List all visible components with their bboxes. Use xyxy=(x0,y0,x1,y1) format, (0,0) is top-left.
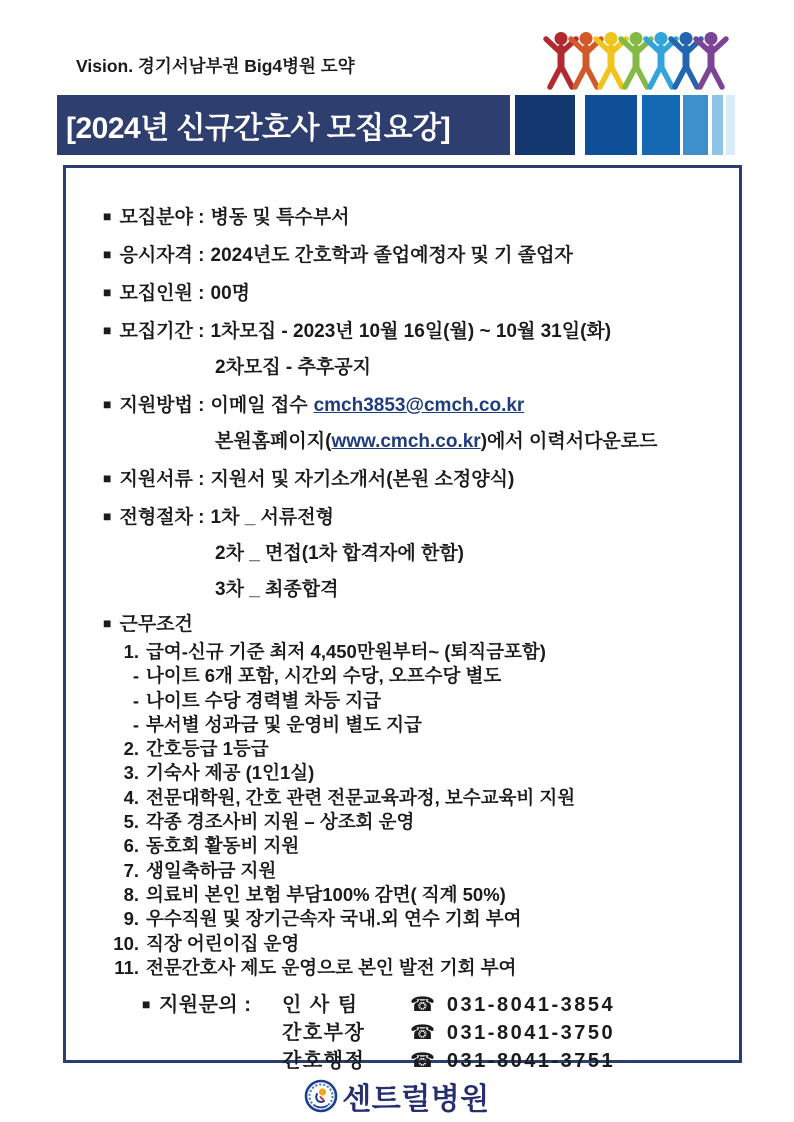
notice-text: 2차 _ 면접(1차 합격자에 한함) xyxy=(215,543,465,564)
email-link[interactable]: cmch3853@cmch.co.kr xyxy=(313,395,525,416)
phone-icon: ☎ xyxy=(410,994,435,1017)
notice-text: 병동 및 특수부서 xyxy=(210,207,350,228)
notice-label: 지원방법 : xyxy=(119,395,205,416)
square-bullet-icon: ■ xyxy=(103,284,112,300)
notice-line xyxy=(103,498,739,536)
square-bullet-icon: ■ xyxy=(103,246,112,262)
item-number: 2. xyxy=(123,738,139,760)
notice-line xyxy=(103,572,739,608)
notice-line xyxy=(103,236,739,274)
work-condition-item xyxy=(103,761,739,785)
notice-line xyxy=(103,350,739,386)
item-text: 간호등급 1등급 xyxy=(146,738,269,760)
notice-text: 이메일 접수 xyxy=(210,395,308,416)
item-number: 6. xyxy=(123,835,139,857)
vision-slogan: Vision. 경기서남부권 Big4병원 도약 xyxy=(76,56,355,76)
gradient-square xyxy=(515,95,575,155)
item-text: 우수직원 및 장기근속자 국내.외 연수 기회 부여 xyxy=(146,908,522,930)
notice-line xyxy=(103,424,739,460)
notice-box xyxy=(63,165,742,1073)
square-bullet-icon: ■ xyxy=(142,996,151,1013)
item-text: 나이트 수당 경력별 차등 지급 xyxy=(146,689,382,711)
notice-line xyxy=(103,536,739,572)
contact-phone xyxy=(410,1019,615,1047)
square-bullet-icon: ■ xyxy=(103,322,112,338)
contact-lead xyxy=(142,990,282,1019)
contact-row xyxy=(142,1047,739,1075)
notice-text: 1차모집 - 2023년 10월 16일(월) ~ 10월 31일(화) xyxy=(210,321,612,342)
notice-line xyxy=(103,386,739,424)
phone-number: 031-8041-3751 xyxy=(446,1050,616,1073)
item-text: 급여-신규 기준 최저 4,450만원부터~ (퇴직금포함) xyxy=(146,641,546,662)
item-number: 9. xyxy=(123,908,139,930)
work-condition-item xyxy=(103,713,739,737)
people-chain-icon xyxy=(541,30,731,90)
notice-line xyxy=(103,460,739,498)
item-text: 의료비 본인 보험 부담100% 감면( 직계 50%) xyxy=(146,883,506,905)
notice-text: 본원홈페이지( xyxy=(215,431,332,452)
item-number: - xyxy=(132,665,139,687)
notice-text: 2차모집 - 추후공지 xyxy=(215,357,371,378)
work-conditions-heading xyxy=(103,608,739,640)
item-text: 각종 경조사비 지원 – 상조회 운영 xyxy=(146,811,415,833)
item-number: 11. xyxy=(114,956,139,978)
phone-icon: ☎ xyxy=(410,1050,435,1073)
work-condition-item xyxy=(103,737,739,761)
recruitment-title-bar xyxy=(57,95,510,155)
work-condition-item xyxy=(103,956,739,980)
item-number: 1. xyxy=(123,641,139,662)
notice-label: 모집분야 : xyxy=(119,207,205,228)
contact-phone xyxy=(410,991,615,1019)
item-number: - xyxy=(132,689,139,711)
notice-line xyxy=(103,312,739,350)
notice-label: 모집기간 : xyxy=(119,321,205,342)
gradient-squares-decoration xyxy=(515,95,735,155)
notice-label: 응시자격 : xyxy=(119,245,205,266)
contact-name: 간호행정 xyxy=(282,1050,366,1073)
notice-text: )에서 이력서다운로드 xyxy=(480,431,658,452)
item-number: 5. xyxy=(123,811,139,833)
page-title: [2024년 신규간호사 모집요강] xyxy=(66,112,451,145)
gradient-square xyxy=(642,95,680,155)
work-condition-item xyxy=(103,883,739,907)
contact-row xyxy=(142,1019,739,1047)
notice-text: 1차 _ 서류전형 xyxy=(210,507,334,528)
work-condition-item xyxy=(103,810,739,834)
contact-row xyxy=(142,990,739,1019)
work-condition-item xyxy=(103,664,739,688)
item-number: 3. xyxy=(123,762,139,784)
notice-text: 3차 _ 최종합격 xyxy=(215,579,339,600)
item-text: 생일축하금 지원 xyxy=(146,859,277,881)
work-condition-item xyxy=(103,689,739,713)
item-text: 전문대학원, 간호 관련 전문교육과정, 보수교육비 지원 xyxy=(146,786,576,808)
notice-label: 지원서류 : xyxy=(119,469,205,490)
contact-name: 인 사 팀 xyxy=(282,994,359,1017)
hospital-name: 센트럴병원 xyxy=(342,1083,490,1116)
gradient-square xyxy=(683,95,708,155)
notice-text: 2024년도 간호학과 졸업예정자 및 기 졸업자 xyxy=(210,245,573,266)
work-condition-item xyxy=(103,834,739,858)
item-text: 기숙사 제공 (1인1실) xyxy=(146,762,315,784)
work-condition-item xyxy=(103,859,739,883)
phone-number: 031-8041-3854 xyxy=(446,994,616,1017)
square-bullet-icon: ■ xyxy=(103,396,112,412)
contact-section xyxy=(142,990,739,1075)
hospital-logo-icon xyxy=(304,1079,338,1113)
gradient-square xyxy=(712,95,723,155)
item-number: 8. xyxy=(123,883,139,905)
notice-line xyxy=(103,198,739,236)
square-bullet-icon: ■ xyxy=(103,615,112,631)
work-condition-item xyxy=(103,907,739,931)
notice-label: 전형절차 : xyxy=(119,507,205,528)
item-text: 동호회 활동비 지원 xyxy=(146,835,300,857)
item-number: 4. xyxy=(123,786,139,808)
notice-label: 모집인원 : xyxy=(119,283,205,304)
square-bullet-icon: ■ xyxy=(103,208,112,224)
square-bullet-icon: ■ xyxy=(103,508,112,524)
gradient-square xyxy=(726,95,735,155)
notice-text: 지원서 및 자기소개서(본원 소정양식) xyxy=(210,469,515,490)
work-condition-item xyxy=(103,640,739,664)
item-number: 10. xyxy=(113,932,139,954)
item-text: 부서별 성과금 및 운영비 별도 지급 xyxy=(146,713,422,735)
contact-name: 간호부장 xyxy=(282,1022,366,1045)
contact-label: 지원문의 : xyxy=(158,994,252,1017)
phone-icon: ☎ xyxy=(410,1022,435,1045)
notice-line xyxy=(103,274,739,312)
item-number: - xyxy=(132,713,139,735)
footer xyxy=(0,1074,794,1118)
phone-number: 031-8041-3750 xyxy=(446,1022,616,1045)
notice-text: 00명 xyxy=(210,283,250,304)
heading-text: 근무조건 xyxy=(119,614,193,635)
work-condition-item xyxy=(103,932,739,956)
item-text: 직장 어린이집 운영 xyxy=(146,932,300,954)
person-icon xyxy=(696,32,726,87)
square-bullet-icon: ■ xyxy=(103,470,112,486)
gradient-square xyxy=(585,95,637,155)
contact-phone xyxy=(410,1047,615,1075)
work-condition-item xyxy=(103,786,739,810)
item-number: 7. xyxy=(123,859,139,881)
website-link[interactable]: www.cmch.co.kr xyxy=(331,431,481,452)
item-text: 전문간호사 제도 운영으로 본인 발전 기회 부여 xyxy=(146,956,517,978)
item-text: 나이트 6개 포함, 시간외 수당, 오프수당 별도 xyxy=(146,665,502,687)
